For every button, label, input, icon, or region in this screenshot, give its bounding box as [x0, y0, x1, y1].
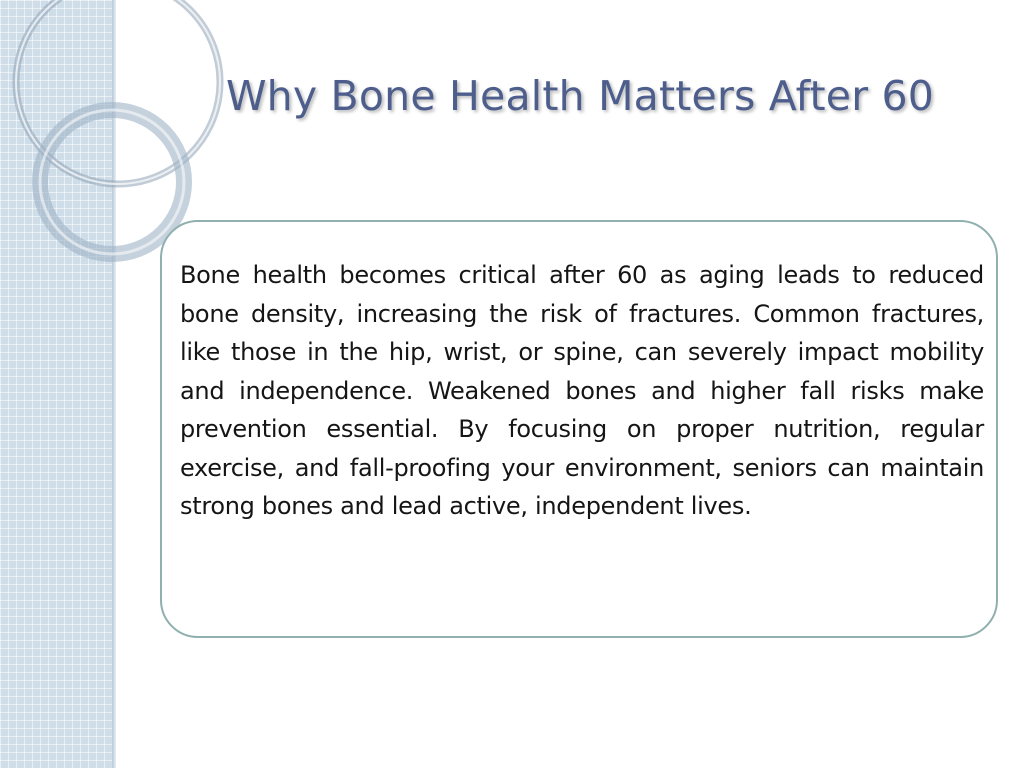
- body-paragraph: Bone health becomes critical after 60 as aging leads to reduced bone density, increasing the risk of fractures. Common fractures, like those in the hip, wrist, or spine, can severely impact mobility and independence. Weakened bones and higher fall risks make prevention essential. By focusing on proper nutrition, regular exercise, and fall-proofing your environment, seniors can maintain strong bones and lead active, independent lives.: [180, 261, 984, 520]
- slide-title: Why Bone Health Matters After 60: [225, 72, 935, 120]
- content-box: [160, 220, 998, 638]
